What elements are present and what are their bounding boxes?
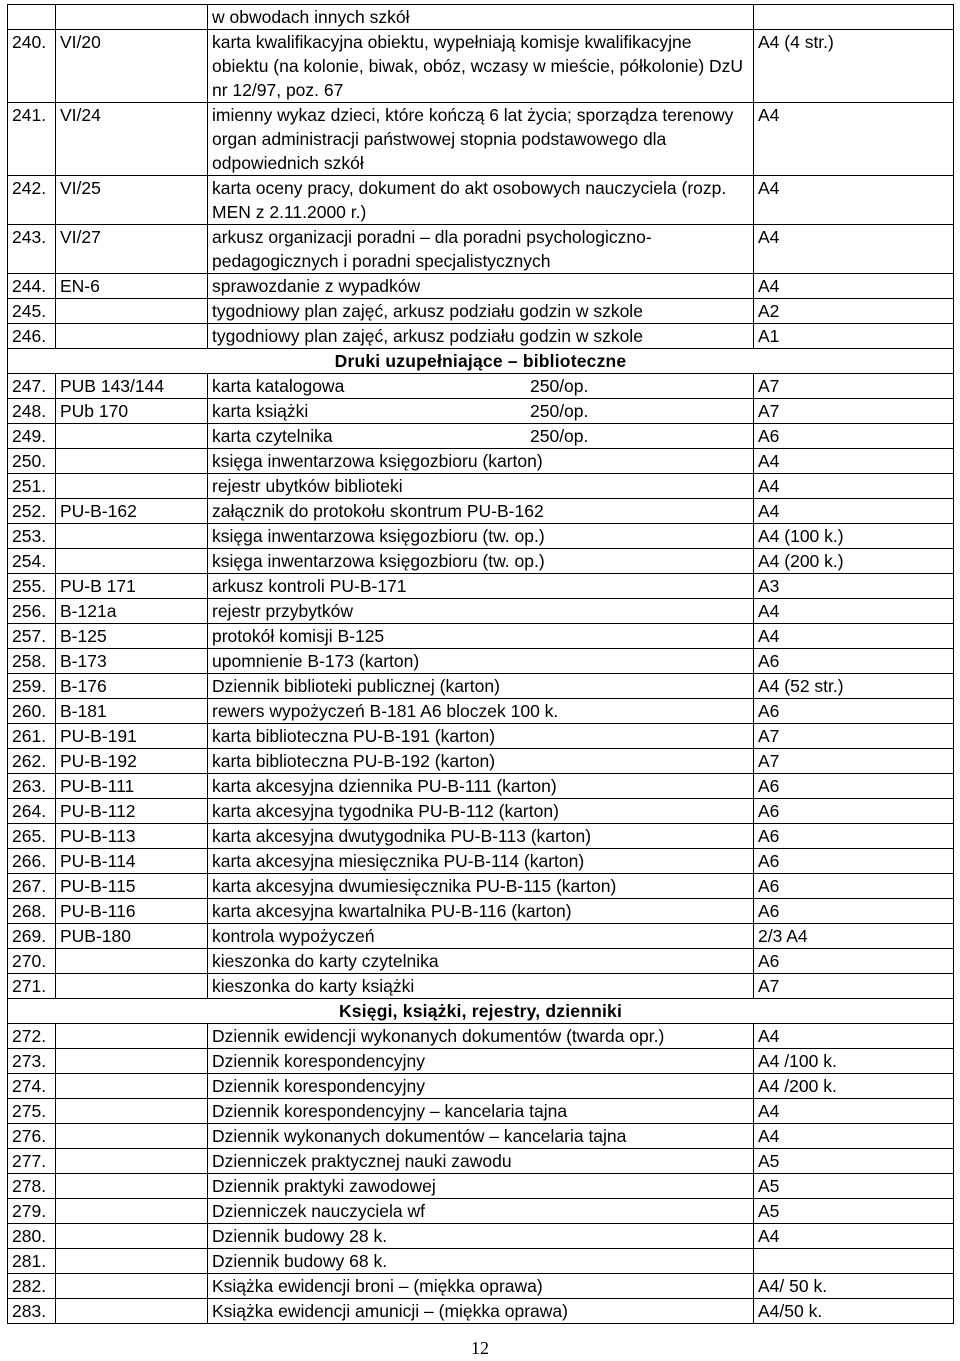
form-code: B-176 [56, 674, 208, 699]
section-title: Księgi, książki, rejestry, dzienniki [8, 999, 954, 1024]
paper-format: A4 [754, 274, 954, 299]
table-row [8, 474, 954, 499]
form-description: karta biblioteczna PU-B-191 (karton) [208, 724, 754, 749]
row-number: 271. [8, 974, 56, 999]
table-row [8, 874, 954, 899]
form-description: Dziennik wykonanych dokumentów – kancelaria tajna [208, 1124, 754, 1149]
row-number: 243. [8, 225, 56, 274]
description-text: karta katalogowa [212, 376, 345, 396]
form-description: tygodniowy plan zajęć, arkusz podziału godzin w szkole [208, 299, 754, 324]
form-description: księga inwentarzowa księgozbioru (tw. op.) [208, 524, 754, 549]
form-code: PU-B-191 [56, 724, 208, 749]
row-number: 278. [8, 1174, 56, 1199]
form-code [56, 549, 208, 574]
form-description: Dziennik praktyki zawodowej [208, 1174, 754, 1199]
table-row [8, 799, 954, 824]
description-text: karta czytelnika [212, 426, 333, 446]
paper-format: A7 [754, 749, 954, 774]
paper-format: A4 [754, 103, 954, 176]
table-row [8, 299, 954, 324]
paper-format [754, 5, 954, 30]
form-description: karta oceny pracy, dokument do akt osobowych nauczyciela (rozp. MEN z 2.11.2000 r.) [208, 176, 754, 225]
paper-format: A4 (200 k.) [754, 549, 954, 574]
row-number: 265. [8, 824, 56, 849]
form-description: upomnienie B-173 (karton) [208, 649, 754, 674]
paper-format: A6 [754, 699, 954, 724]
row-number: 281. [8, 1249, 56, 1274]
form-code [56, 1274, 208, 1299]
form-description: sprawozdanie z wypadków [208, 274, 754, 299]
row-number: 267. [8, 874, 56, 899]
row-number: 282. [8, 1274, 56, 1299]
table-row [8, 449, 954, 474]
row-number: 277. [8, 1149, 56, 1174]
package-quantity: 250/op. [530, 401, 589, 421]
table-row [8, 1249, 954, 1274]
paper-format: A7 [754, 399, 954, 424]
paper-format: A4 [754, 499, 954, 524]
table-row [8, 574, 954, 599]
paper-format: A1 [754, 324, 954, 349]
row-number: 253. [8, 524, 56, 549]
form-description: Dziennik korespondencyjny [208, 1049, 754, 1074]
row-number: 261. [8, 724, 56, 749]
paper-format: A4 (100 k.) [754, 524, 954, 549]
table-row [8, 1224, 954, 1249]
paper-format: A4 [754, 1024, 954, 1049]
row-number: 270. [8, 949, 56, 974]
form-code: VI/20 [56, 30, 208, 103]
row-number: 245. [8, 299, 56, 324]
form-description: imienny wykaz dzieci, które kończą 6 lat życia; sporządza terenowy organ administracji państwowej stopnia podstawowego dla odpowiednich szkół [208, 103, 754, 176]
table-row [8, 624, 954, 649]
table-row [8, 1099, 954, 1124]
form-code: PUb 170 [56, 399, 208, 424]
paper-format: A7 [754, 724, 954, 749]
row-number: 240. [8, 30, 56, 103]
paper-format: A6 [754, 424, 954, 449]
form-code: PU-B-112 [56, 799, 208, 824]
form-code: EN-6 [56, 274, 208, 299]
form-description: Książka ewidencji broni – (miękka oprawa) [208, 1274, 754, 1299]
form-description: Dziennik korespondencyjny – kancelaria tajna [208, 1099, 754, 1124]
row-number: 251. [8, 474, 56, 499]
paper-format: A4 [754, 176, 954, 225]
row-number: 249. [8, 424, 56, 449]
paper-format: A4 (52 str.) [754, 674, 954, 699]
form-description: rewers wypożyczeń B-181 A6 bloczek 100 k. [208, 699, 754, 724]
paper-format: A4 [754, 1124, 954, 1149]
forms-table [7, 4, 954, 1324]
section-title: Druki uzupełniające – biblioteczne [8, 349, 954, 374]
row-number: 242. [8, 176, 56, 225]
row-number: 260. [8, 699, 56, 724]
table-row [8, 103, 954, 176]
form-code: PU-B-192 [56, 749, 208, 774]
form-description: kieszonka do karty czytelnika [208, 949, 754, 974]
table-row [8, 499, 954, 524]
paper-format: A4 [754, 624, 954, 649]
form-description: Dziennik biblioteki publicznej (karton) [208, 674, 754, 699]
row-number: 266. [8, 849, 56, 874]
row-number: 274. [8, 1074, 56, 1099]
form-code [56, 324, 208, 349]
row-number: 257. [8, 624, 56, 649]
row-number: 252. [8, 499, 56, 524]
form-description: załącznik do protokołu skontrum PU-B-162 [208, 499, 754, 524]
paper-format: A4 /200 k. [754, 1074, 954, 1099]
table-row [8, 1074, 954, 1099]
table-row [8, 1299, 954, 1324]
row-number: 244. [8, 274, 56, 299]
form-code [56, 1299, 208, 1324]
table-row [8, 674, 954, 699]
table-row [8, 974, 954, 999]
form-code [56, 1249, 208, 1274]
paper-format: A5 [754, 1199, 954, 1224]
form-code: VI/24 [56, 103, 208, 176]
form-description: karta akcesyjna kwartalnika PU-B-116 (karton) [208, 899, 754, 924]
paper-format: A6 [754, 774, 954, 799]
paper-format: A4 (4 str.) [754, 30, 954, 103]
paper-format: A4/ 50 k. [754, 1274, 954, 1299]
row-number: 247. [8, 374, 56, 399]
form-code [56, 1149, 208, 1174]
table-row [8, 524, 954, 549]
table-row [8, 324, 954, 349]
row-number: 241. [8, 103, 56, 176]
form-code [56, 424, 208, 449]
form-description: księga inwentarzowa księgozbioru (karton) [208, 449, 754, 474]
row-number: 279. [8, 1199, 56, 1224]
form-code [56, 524, 208, 549]
table-row [8, 699, 954, 724]
table-row [8, 1199, 954, 1224]
form-code: PU-B 171 [56, 574, 208, 599]
form-code [56, 1074, 208, 1099]
paper-format: A6 [754, 874, 954, 899]
form-code [56, 974, 208, 999]
table-row [8, 399, 954, 424]
row-number [8, 5, 56, 30]
paper-format: A7 [754, 374, 954, 399]
table-row [8, 1024, 954, 1049]
row-number: 262. [8, 749, 56, 774]
form-description [208, 424, 754, 449]
paper-format: A4 [754, 599, 954, 624]
form-code: PU-B-114 [56, 849, 208, 874]
form-description: rejestr ubytków biblioteki [208, 474, 754, 499]
form-code [56, 949, 208, 974]
form-description: Dziennik budowy 68 k. [208, 1249, 754, 1274]
row-number: 275. [8, 1099, 56, 1124]
form-code: B-125 [56, 624, 208, 649]
row-number: 255. [8, 574, 56, 599]
row-number: 264. [8, 799, 56, 824]
table-row [8, 274, 954, 299]
row-number: 269. [8, 924, 56, 949]
paper-format: A4 [754, 225, 954, 274]
paper-format: A6 [754, 849, 954, 874]
row-number: 258. [8, 649, 56, 674]
form-code [56, 1099, 208, 1124]
form-code [56, 1174, 208, 1199]
form-description: karta akcesyjna dziennika PU-B-111 (karton) [208, 774, 754, 799]
table-row [8, 1149, 954, 1174]
table-row [8, 1274, 954, 1299]
form-description: Dzienniczek nauczyciela wf [208, 1199, 754, 1224]
form-description [208, 399, 754, 424]
section-header-row [8, 999, 954, 1024]
form-description: Książka ewidencji amunicji – (miękka oprawa) [208, 1299, 754, 1324]
row-number: 283. [8, 1299, 56, 1324]
table-row [8, 899, 954, 924]
paper-format: A4 [754, 1099, 954, 1124]
row-number: 259. [8, 674, 56, 699]
table-row [8, 374, 954, 399]
form-description: karta akcesyjna dwutygodnika PU-B-113 (karton) [208, 824, 754, 849]
page-number: 12 [471, 1338, 489, 1358]
form-description: karta akcesyjna miesięcznika PU-B-114 (karton) [208, 849, 754, 874]
form-code: PU-B-116 [56, 899, 208, 924]
form-code: PU-B-162 [56, 499, 208, 524]
table-row [8, 924, 954, 949]
form-description: karta akcesyjna tygodnika PU-B-112 (karton) [208, 799, 754, 824]
form-code [56, 299, 208, 324]
table-row [8, 30, 954, 103]
paper-format [754, 1249, 954, 1274]
form-description [208, 374, 754, 399]
row-number: 246. [8, 324, 56, 349]
form-code: B-121a [56, 599, 208, 624]
form-code [56, 5, 208, 30]
table-row [8, 649, 954, 674]
package-quantity: 250/op. [530, 426, 589, 446]
row-number: 250. [8, 449, 56, 474]
description-text: karta książki [212, 401, 309, 421]
form-description: karta kwalifikacyjna obiektu, wypełniają komisje kwalifikacyjne obiektu (na kolonie, biwak, obóz, wczasy w mieście, półkolonie) DzU nr 12/97, poz. 67 [208, 30, 754, 103]
package-quantity: 250/op. [530, 376, 589, 396]
form-description: tygodniowy plan zajęć, arkusz podziału godzin w szkole [208, 324, 754, 349]
form-description: kieszonka do karty książki [208, 974, 754, 999]
paper-format: 2/3 A4 [754, 924, 954, 949]
form-code: VI/25 [56, 176, 208, 225]
paper-format: A4 [754, 449, 954, 474]
table-row [8, 5, 954, 30]
paper-format: A6 [754, 824, 954, 849]
form-description: arkusz kontroli PU-B-171 [208, 574, 754, 599]
paper-format: A6 [754, 649, 954, 674]
form-code: PU-B-115 [56, 874, 208, 899]
form-code [56, 1049, 208, 1074]
form-code [56, 1224, 208, 1249]
form-code: B-173 [56, 649, 208, 674]
table-row [8, 1174, 954, 1199]
form-description: Dziennik korespondencyjny [208, 1074, 754, 1099]
table-row [8, 1049, 954, 1074]
table-row [8, 1124, 954, 1149]
row-number: 256. [8, 599, 56, 624]
table-row [8, 176, 954, 225]
form-code: VI/27 [56, 225, 208, 274]
paper-format: A6 [754, 949, 954, 974]
form-code [56, 1124, 208, 1149]
form-description: karta akcesyjna dwumiesięcznika PU-B-115 (karton) [208, 874, 754, 899]
table-row [8, 424, 954, 449]
paper-format: A4 /100 k. [754, 1049, 954, 1074]
table-row [8, 749, 954, 774]
paper-format: A6 [754, 799, 954, 824]
form-description: Dziennik ewidencji wykonanych dokumentów (twarda opr.) [208, 1024, 754, 1049]
form-code: PUB-180 [56, 924, 208, 949]
row-number: 254. [8, 549, 56, 574]
form-description: Dziennik budowy 28 k. [208, 1224, 754, 1249]
form-code: PU-B-111 [56, 774, 208, 799]
row-number: 272. [8, 1024, 56, 1049]
form-description: karta biblioteczna PU-B-192 (karton) [208, 749, 754, 774]
paper-format: A6 [754, 899, 954, 924]
form-description: kontrola wypożyczeń [208, 924, 754, 949]
table-row [8, 549, 954, 574]
row-number: 280. [8, 1224, 56, 1249]
paper-format: A4 [754, 1224, 954, 1249]
paper-format: A5 [754, 1149, 954, 1174]
row-number: 273. [8, 1049, 56, 1074]
row-number: 248. [8, 399, 56, 424]
form-code: B-181 [56, 699, 208, 724]
table-row [8, 724, 954, 749]
paper-format: A4 [754, 474, 954, 499]
table-row [8, 599, 954, 624]
table-row [8, 849, 954, 874]
row-number: 263. [8, 774, 56, 799]
form-code [56, 474, 208, 499]
forms-table-body [8, 5, 954, 1324]
form-code: PU-B-113 [56, 824, 208, 849]
form-description: w obwodach innych szkół [208, 5, 754, 30]
form-code [56, 1024, 208, 1049]
row-number: 276. [8, 1124, 56, 1149]
paper-format: A3 [754, 574, 954, 599]
form-code [56, 1199, 208, 1224]
form-code [56, 449, 208, 474]
paper-format: A7 [754, 974, 954, 999]
form-description: protokół komisji B-125 [208, 624, 754, 649]
section-header-row [8, 349, 954, 374]
row-number: 268. [8, 899, 56, 924]
paper-format: A2 [754, 299, 954, 324]
form-description: rejestr przybytków [208, 599, 754, 624]
form-description: arkusz organizacji poradni – dla poradni psychologiczno-pedagogicznych i poradni specjalistycznych [208, 225, 754, 274]
form-description: księga inwentarzowa księgozbioru (tw. op.) [208, 549, 754, 574]
form-description: Dzienniczek praktycznej nauki zawodu [208, 1149, 754, 1174]
paper-format: A4/50 k. [754, 1299, 954, 1324]
table-row [8, 824, 954, 849]
table-row [8, 949, 954, 974]
paper-format: A5 [754, 1174, 954, 1199]
table-row [8, 774, 954, 799]
form-code: PUB 143/144 [56, 374, 208, 399]
table-row [8, 225, 954, 274]
